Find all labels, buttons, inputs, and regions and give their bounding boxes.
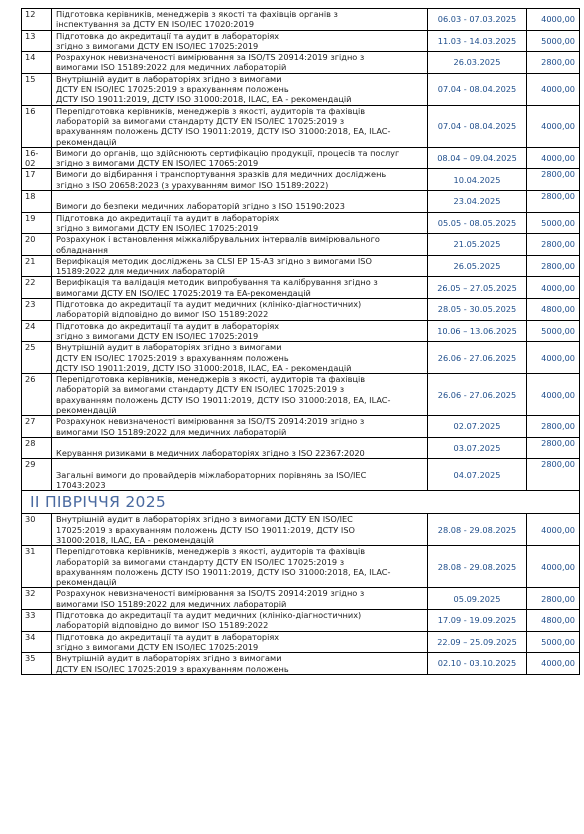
table-row <box>22 147 580 169</box>
course-price: 2800,00 <box>527 588 580 610</box>
course-dates: 28.05 - 30.05.2025 <box>428 299 527 321</box>
course-price: 2800,00 <box>527 416 580 438</box>
course-topic: Розрахунок невизначеності вимірювання за ISO/TS 20914:2019 згідно з вимогами ISO 15189:2022 для медичних лабораторій <box>56 416 365 437</box>
course-price: 4000,00 <box>527 105 580 147</box>
course-dates: 26.06 - 27.06.2025 <box>428 342 527 374</box>
course-topic-cell <box>52 631 428 653</box>
course-topic-cell <box>52 437 428 459</box>
course-topic-cell <box>52 653 428 675</box>
row-number: 30 <box>22 514 52 546</box>
course-price: 5000,00 <box>527 320 580 342</box>
table-row <box>22 514 580 546</box>
course-topic-cell <box>52 374 428 416</box>
course-dates: 28.08 - 29.08.2025 <box>428 514 527 546</box>
row-number: 17 <box>22 169 52 191</box>
table-row <box>22 459 580 491</box>
course-topic-cell <box>52 416 428 438</box>
course-dates: 02.07.2025 <box>428 416 527 438</box>
course-price: 2800,00 <box>527 459 580 491</box>
course-price: 2800,00 <box>527 255 580 277</box>
row-number: 35 <box>22 653 52 675</box>
course-price: 4000,00 <box>527 653 580 675</box>
course-topic: Перепідготовка керівників, менеджерів з якості, аудиторів та фахівців лабораторій за вимогами стандарту ДСТУ EN ISO/IEC 17025:2019 з врахуванням положень ДСТУ ISO 19011:2019, ДСТУ ISO 31000:2018, EA, ILAC- рекомендацій <box>56 105 391 147</box>
course-topic: Підготовка керівників, менеджерів з якості та фахівців органів з інспектування за ДСТУ EN ISO/IEC 17020:2019 <box>56 9 338 30</box>
table-row <box>22 255 580 277</box>
table-row <box>22 631 580 653</box>
table-row <box>22 30 580 52</box>
course-price: 4000,00 <box>527 514 580 546</box>
row-number: 23 <box>22 299 52 321</box>
row-number: 19 <box>22 212 52 234</box>
course-dates: 06.03 - 07.03.2025 <box>428 9 527 31</box>
table-row <box>22 437 580 459</box>
course-topic: Верифікація методик досліджень за CLSI EP 15-A3 згідно з вимогами ISO 15189:2022 для медичних лабораторій <box>56 255 372 277</box>
course-dates: 22.09 – 25.09.2025 <box>428 631 527 653</box>
table-row <box>22 73 580 105</box>
course-topic: Розрахунок і встановлення міжкалібрувальних інтервалів вимірювального обладнання <box>56 234 380 255</box>
course-price: 5000,00 <box>527 212 580 234</box>
row-number: 21 <box>22 255 52 277</box>
course-dates: 07.04 - 08.04.2025 <box>428 105 527 147</box>
section-title: II ПІВРІЧЧЯ 2025 <box>22 491 580 514</box>
course-dates: 10.06 – 13.06.2025 <box>428 320 527 342</box>
table-row <box>22 169 580 191</box>
course-price: 2800,00 <box>527 191 580 213</box>
table-row <box>22 610 580 632</box>
course-topic-cell <box>52 212 428 234</box>
course-topic-cell <box>52 52 428 74</box>
row-number: 14 <box>22 52 52 74</box>
course-price: 4000,00 <box>527 73 580 105</box>
table-row <box>22 320 580 342</box>
table-row <box>22 52 580 74</box>
course-topic-cell <box>52 147 428 169</box>
course-topic-cell <box>52 234 428 256</box>
table-row <box>22 546 580 588</box>
course-topic-cell <box>52 546 428 588</box>
course-topic-cell <box>52 30 428 52</box>
course-price: 4000,00 <box>527 147 580 169</box>
row-number: 28 <box>22 437 52 459</box>
row-number: 34 <box>22 631 52 653</box>
course-dates: 03.07.2025 <box>428 437 527 459</box>
course-topic-cell <box>52 610 428 632</box>
course-topic: Підготовка до акредитації та аудит в лабораторіях згідно з вимогами ДСТУ EN ISO/IEC 17025:2019 <box>56 212 280 233</box>
table-row <box>22 588 580 610</box>
course-topic-cell <box>52 320 428 342</box>
row-number: 27 <box>22 416 52 438</box>
course-topic: Підготовка до акредитації та аудит в лабораторіях згідно з вимогами ДСТУ EN ISO/IEC 17025:2019 <box>56 631 280 652</box>
course-topic: Підготовка до акредитації та аудит в лабораторіях згідно з вимогами ДСТУ EN ISO/IEC 17025:2019 <box>56 320 280 341</box>
course-dates: 23.04.2025 <box>428 191 527 213</box>
table-row <box>22 416 580 438</box>
table-row <box>22 653 580 675</box>
course-topic: Вимоги до безпеки медичних лабораторій згідно з ISO 15190:2023 <box>56 201 345 212</box>
course-dates: 28.08 - 29.08.2025 <box>428 546 527 588</box>
row-number: 20 <box>22 234 52 256</box>
course-price: 4000,00 <box>527 342 580 374</box>
course-dates: 07.04 - 08.04.2025 <box>428 73 527 105</box>
row-number: 16 <box>22 105 52 147</box>
course-price: 4000,00 <box>527 277 580 299</box>
row-number: 26 <box>22 374 52 416</box>
course-topic-cell <box>52 191 428 213</box>
course-topic: Перепідготовка керівників, менеджерів з якості, аудиторів та фахівців лабораторій за вимогами стандарту ДСТУ EN ISO/IEC 17025:2019 з врахуванням положень ДСТУ ISO 19011:2019, ДСТУ ISO 31000:2018, EA, ILAC- рекомендацій <box>56 546 391 588</box>
course-topic-cell <box>52 342 428 374</box>
course-dates: 17.09 - 19.09.2025 <box>428 610 527 632</box>
row-number: 31 <box>22 546 52 588</box>
row-number: 15 <box>22 73 52 105</box>
row-number: 18 <box>22 191 52 213</box>
course-dates: 26.05 – 27.05.2025 <box>428 277 527 299</box>
course-topic-cell <box>52 514 428 546</box>
row-number: 13 <box>22 30 52 52</box>
course-price: 4000,00 <box>527 9 580 31</box>
course-schedule-table <box>21 8 580 675</box>
table-row <box>22 374 580 416</box>
course-topic: Вимоги до відбирання і транспортування зразків для медичних досліджень згідно з ISO 20658:2023 (з урахуванням вимог ISO 15189:2022) <box>56 169 387 190</box>
course-dates: 26.06 - 27.06.2025 <box>428 374 527 416</box>
table-row <box>22 299 580 321</box>
row-number: 22 <box>22 277 52 299</box>
course-dates: 26.05.2025 <box>428 255 527 277</box>
course-dates: 11.03 - 14.03.2025 <box>428 30 527 52</box>
course-topic: Перепідготовка керівників, менеджерів з якості, аудиторів та фахівців лабораторій за вимогами стандарту ДСТУ EN ISO/IEC 17025:2019 з врахуванням положень ДСТУ ISO 19011:2019, ДСТУ ISO 31000:2018, EA, ILAC- рекомендацій <box>56 374 391 415</box>
course-topic-cell <box>52 9 428 31</box>
course-topic: Внутрішній аудит в лабораторіях згідно з вимогами ДСТУ EN ISO/IEC 17025:2019 з врахуванням положень ДСТУ ISO 19011:2019, ДСТУ ISO 31000:2018, ILAC, EA - рекомендацій <box>56 73 352 105</box>
course-price: 4800,00 <box>527 610 580 632</box>
course-dates: 05.09.2025 <box>428 588 527 610</box>
course-price: 2800,00 <box>527 169 580 191</box>
course-topic: Внутрішній аудит в лабораторіях згідно з вимогами ДСТУ EN ISO/IEC 17025:2019 з врахуванням положень <box>56 653 289 674</box>
course-dates: 21.05.2025 <box>428 234 527 256</box>
course-price: 4000,00 <box>527 374 580 416</box>
table-row <box>22 342 580 374</box>
course-dates: 08.04 – 09.04.2025 <box>428 147 527 169</box>
course-topic: Внутрішній аудит в лабораторіях згідно з вимогами ДСТУ EN ISO/IEC 17025:2019 з врахуванням положень ДСТУ ISO 19011:2019, ДСТУ ISO 31000:2018, ILAC, EA - рекомендацій <box>56 342 352 373</box>
course-topic-cell <box>52 588 428 610</box>
course-price: 4800,00 <box>527 299 580 321</box>
course-topic: Підготовка до акредитації та аудит медичних (клініко-діагностичних) лабораторій відповідно до вимог ISO 15189:2022 <box>56 610 362 631</box>
course-topic-cell <box>52 459 428 491</box>
row-number: 12 <box>22 9 52 31</box>
row-number: 16- 02 <box>22 147 52 169</box>
course-topic: Підготовка до акредитації та аудит в лабораторіях згідно з вимогами ДСТУ EN ISO/IEC 17025:2019 <box>56 30 280 51</box>
table-row <box>22 277 580 299</box>
course-dates: 04.07.2025 <box>428 459 527 491</box>
section-header-row <box>22 491 580 514</box>
course-topic: Вимоги до органів, що здійснюють сертифікацію продукції, процесів та послуг згідно з вимогами ДСТУ EN ISO/IEC 17065:2019 <box>56 147 400 169</box>
course-topic: Верифікація та валідація методик випробування та калібрування згідно з вимогами ДСТУ EN ISO/IEC 17025:2019 та EA-рекомендацій <box>56 277 378 298</box>
table-row <box>22 191 580 213</box>
course-dates: 10.04.2025 <box>428 169 527 191</box>
row-number: 32 <box>22 588 52 610</box>
course-price: 5000,00 <box>527 631 580 653</box>
course-topic: Розрахунок невизначеності вимірювання за ISO/TS 20914:2019 згідно з вимогами ISO 15189:2022 для медичних лабораторій <box>56 588 365 609</box>
course-dates: 02.10 - 03.10.2025 <box>428 653 527 675</box>
course-topic-cell <box>52 73 428 105</box>
course-topic-cell <box>52 169 428 191</box>
table-body <box>22 9 580 675</box>
course-price: 2800,00 <box>527 52 580 74</box>
course-topic: Розрахунок невизначеності вимірювання за ISO/TS 20914:2019 згідно з вимогами ISO 15189:2022 для медичних лабораторій <box>56 52 365 73</box>
course-topic-cell <box>52 255 428 277</box>
course-topic-cell <box>52 277 428 299</box>
row-number: 24 <box>22 320 52 342</box>
course-topic: Загальні вимоги до провайдерів міжлабораторних порівнянь за ISO/IEC 17043:2023 <box>56 469 367 491</box>
course-price: 4000,00 <box>527 546 580 588</box>
row-number: 25 <box>22 342 52 374</box>
course-price: 2800,00 <box>527 234 580 256</box>
row-number: 33 <box>22 610 52 632</box>
course-topic-cell <box>52 299 428 321</box>
table-row <box>22 234 580 256</box>
course-dates: 05.05 - 08.05.2025 <box>428 212 527 234</box>
course-price: 5000,00 <box>527 30 580 52</box>
course-dates: 26.03.2025 <box>428 52 527 74</box>
row-number: 29 <box>22 459 52 491</box>
course-topic: Підготовка до акредитації та аудит медичних (клініко-діагностичних) лабораторій відповідно до вимог ISO 15189:2022 <box>56 299 362 320</box>
course-topic: Внутрішній аудит в лабораторіях згідно з вимогами ДСТУ EN ISO/IEC 17025:2019 з врахуванням положень ДСТУ ISO 19011:2019, ДСТУ ISO 31000:2018, ILAC, EA - рекомендацій <box>56 514 355 545</box>
table-row <box>22 212 580 234</box>
table-row <box>22 105 580 147</box>
course-price: 2800,00 <box>527 437 580 459</box>
course-topic-cell <box>52 105 428 147</box>
course-topic: Керування ризиками в медичних лабораторіях згідно з ISO 22367:2020 <box>56 448 365 459</box>
table-row <box>22 9 580 31</box>
